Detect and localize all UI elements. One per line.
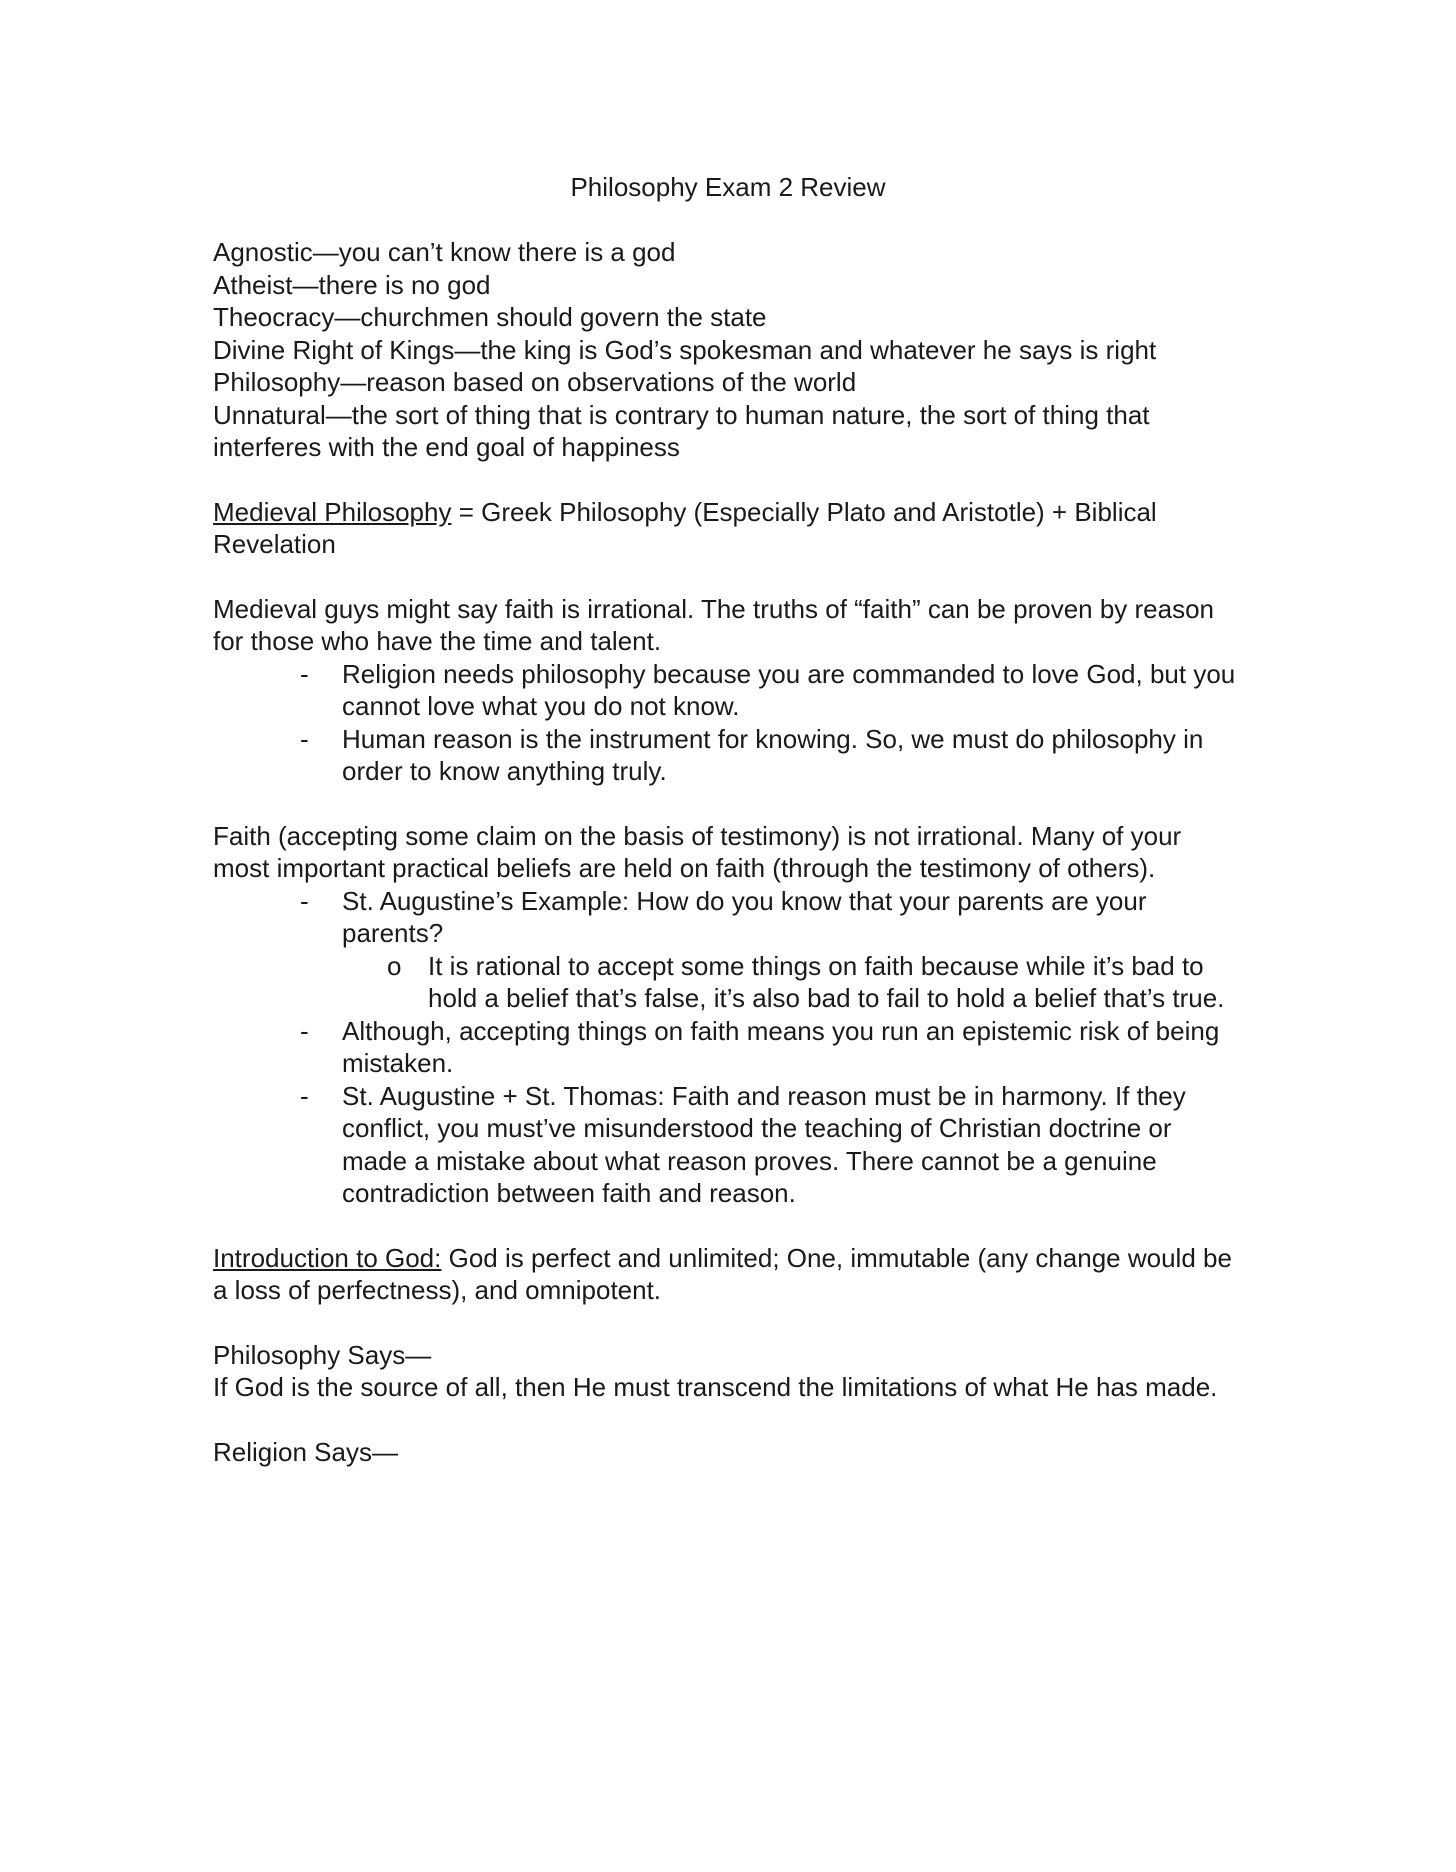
list-item [213, 658, 1243, 723]
bullet-text: St. Augustine + St. Thomas: Faith and reason must be in harmony. If they conflict, you must’ve misunderstood the teaching of Christian doctrine or made a mistake about what reason proves. There cannot be a genuine contradiction between faith and reason. [342, 1080, 1186, 1208]
dash-bullet-icon: - [300, 1015, 309, 1046]
definition-agnostic: Agnostic—you can’t know there is a god [213, 237, 676, 267]
circle-bullet-icon: o [387, 950, 402, 981]
list-item [213, 885, 1243, 950]
bullet-text: Human reason is the instrument for knowing. So, we must do philosophy in order to know anything truly. [342, 723, 1204, 786]
page-title: Philosophy Exam 2 Review [570, 172, 886, 202]
dash-bullet-icon: - [300, 723, 309, 754]
faith-rational-paragraph: Faith (accepting some claim on the basis of testimony) is not irrational. Many of your most important practical beliefs are held on faith (through the testimony of others). [213, 820, 1182, 883]
dash-bullet-icon: - [300, 1080, 309, 1111]
medieval-philosophy-paragraph [213, 496, 1243, 561]
philosophy-says-text: If God is the source of all, then He must transcend the limitations of what He has made. [213, 1372, 1218, 1402]
sub-bullet-text: It is rational to accept some things on faith because while it’s bad to hold a belief that’s false, it’s also bad to fail to hold a belief that’s true. [428, 950, 1225, 1013]
definitions-list [213, 236, 1243, 464]
medieval-philosophy-heading: Medieval Philosophy [213, 496, 452, 527]
definition-philosophy: Philosophy—reason based on observations of the world [213, 367, 857, 397]
document-body [213, 236, 1243, 1468]
religion-says-heading: Religion Says— [213, 1436, 398, 1467]
definition-atheist: Atheist—there is no god [213, 269, 491, 300]
philosophy-says-heading: Philosophy Says— [213, 1339, 432, 1370]
dash-bullet-icon: - [300, 658, 309, 689]
bullet-text: Religion needs philosophy because you are commanded to love God, but you cannot love what you do not know. [342, 658, 1236, 721]
list-item [213, 1080, 1243, 1210]
definition-unnatural: Unnatural—the sort of thing that is contrary to human nature, the sort of thing that interferes with the end goal of happiness [213, 399, 1150, 462]
intro-to-god-paragraph [213, 1242, 1243, 1307]
definition-divine-right: Divine Right of Kings—the king is God’s spokesman and whatever he says is right [213, 334, 1157, 365]
list-item [213, 1015, 1243, 1080]
dash-bullet-icon: - [300, 885, 309, 916]
sub-list-item [213, 950, 1243, 1015]
definition-theocracy: Theocracy—churchmen should govern the state [213, 302, 767, 332]
intro-to-god-text: God is perfect and unlimited; One, immutable (any change would be a loss of perfectness), and omnipotent. [213, 1242, 1232, 1305]
bullet-text: Although, accepting things on faith means you run an epistemic risk of being mistaken. [342, 1015, 1220, 1078]
intro-to-god-heading: Introduction to God: [213, 1242, 442, 1273]
list-item [213, 723, 1243, 788]
faith-irrational-paragraph: Medieval guys might say faith is irrational. The truths of “faith” can be proven by reason for those who have the time and talent. [213, 593, 1215, 656]
bullet-text: St. Augustine’s Example: How do you know that your parents are your parents? [342, 885, 1147, 948]
medieval-philosophy-text: = Greek Philosophy (Especially Plato and Aristotle) + Biblical Revelation [213, 496, 1157, 559]
